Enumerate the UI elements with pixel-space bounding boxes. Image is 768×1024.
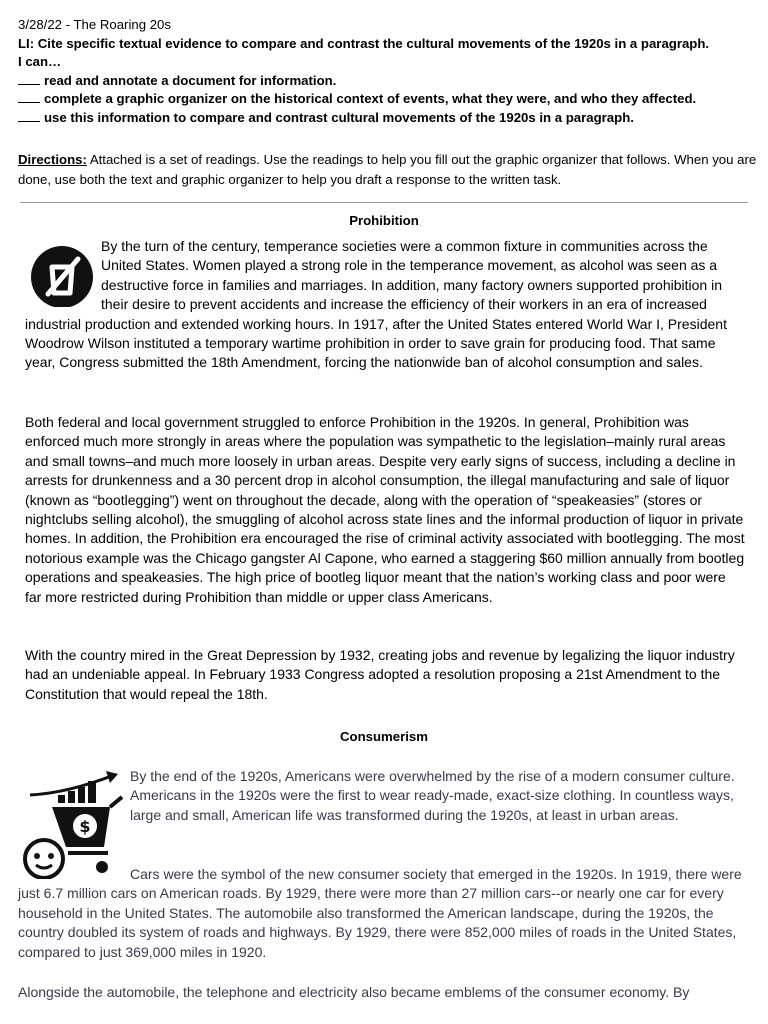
shopping-cart-icon xyxy=(18,767,130,879)
consumerism-paragraph-3: Alongside the automobile, the telephone and electricity also became emblems of the consumer economy. By xyxy=(18,984,690,1000)
checkbox-blank[interactable] xyxy=(18,73,40,85)
no-alcohol-icon xyxy=(25,237,101,307)
consumerism-paragraph-1: $ By the end of the 1920s, Americans were overwhelmed by the rise of a modern consumer culture. Americans in the 1920s were the first to wear ready-made, exact-size clothing. In countless ways, large and small, American life was transformed during the 1920s, at least in urban areas. xyxy=(18,767,748,879)
goal-item: read and annotate a document for information. xyxy=(18,72,758,91)
checkbox-blank[interactable] xyxy=(18,91,40,103)
directions-label: Directions: xyxy=(18,152,87,167)
i-can-label: I can… xyxy=(18,54,62,70)
header xyxy=(18,16,758,128)
directions xyxy=(18,150,758,190)
prohibition-paragraph-2: Both federal and local government struggled to enforce Prohibition in the 1920s. In general, Prohibition was enforced much more strongly in areas where the population was sympathetic to the legislation–mainly rural areas and small towns–and much more loosely in urban areas. Despite very early signs of success, including a decline in arrests for drunkenness and a 30 percent drop in alcohol consumption, the illegal manufacturing and sale of liquor (known as “bootlegging”) went on throughout the decade, along with the operation of “speakeasies” (stores or nightclubs selling alcohol), the smuggling of alcohol across state lines and the informal production of liquor in private homes. In addition, the Prohibition era encouraged the rise of criminal activity associated with bootlegging. The most notorious example was the Chicago gangster Al Capone, who earned a staggering $60 million annually from bootleg operations and speakeasies. The high price of bootleg liquor meant that the nation’s working class and poor were far more restricted during Prohibition than middle or upper class Americans. xyxy=(25,414,745,605)
goal-item: complete a graphic organizer on the historical context of events, what they were, and who they affected. xyxy=(18,90,758,109)
checkbox-blank[interactable] xyxy=(18,110,40,122)
section-title-prohibition: Prohibition xyxy=(349,213,419,228)
prohibition-paragraph-1: By the turn of the century, temperance societies were a common fixture in communities across the United States. Women played a strong role in the temperance movement, as alcohol was seen as a destructive force in families and marriages. In addition, many factory owners supported prohibition in their desire to prevent accidents and increase the efficiency of their workers in an era of increased industrial production and extended working hours. In 1917, after the United States entered World War I, President Woodrow Wilson instituted a temporary wartime prohibition in order to save grain for producing food. That same year, Congress submitted the 18th Amendment, forcing the nationwide ban of alcohol consumption and sales. xyxy=(25,238,727,371)
goal-item: use this information to compare and contrast cultural movements of the 1920s in a paragraph. xyxy=(18,109,758,128)
divider xyxy=(20,202,748,203)
section-title-consumerism: Consumerism xyxy=(340,729,428,744)
date-line: 3/28/22 - The Roaring 20s xyxy=(18,17,171,32)
svg-text:$: $ xyxy=(79,817,91,836)
consumerism-paragraph-2: Cars were the symbol of the new consumer society that emerged in the 1920s. In 1919, there were just 6.7 million cars on American roads. By 1929, there were more than 27 million cars--or nearly one car for every household in the United States. The automobile also transformed the American landscape, during the 1920s, the country doubled its system of roads and highways. By 1929, there were 852,000 miles of roads in the United States, compared to just 369,000 miles in 1920. xyxy=(18,866,742,960)
learning-intention: LI: Cite specific textual evidence to compare and contrast the cultural movements of the 1920s in a paragraph. xyxy=(18,35,710,51)
directions-text: Attached is a set of readings. Use the readings to help you fill out the graphic organizer that follows. When you are done, use both the text and graphic organizer to help you draft a response to the written task. xyxy=(18,152,757,187)
prohibition-paragraph-3: With the country mired in the Great Depression by 1932, creating jobs and revenue by legalizing the liquor industry had an undeniable appeal. In February 1933 Congress adopted a resolution proposing a 21st Amendment to the Constitution that would repeal the 18th. xyxy=(25,647,735,702)
